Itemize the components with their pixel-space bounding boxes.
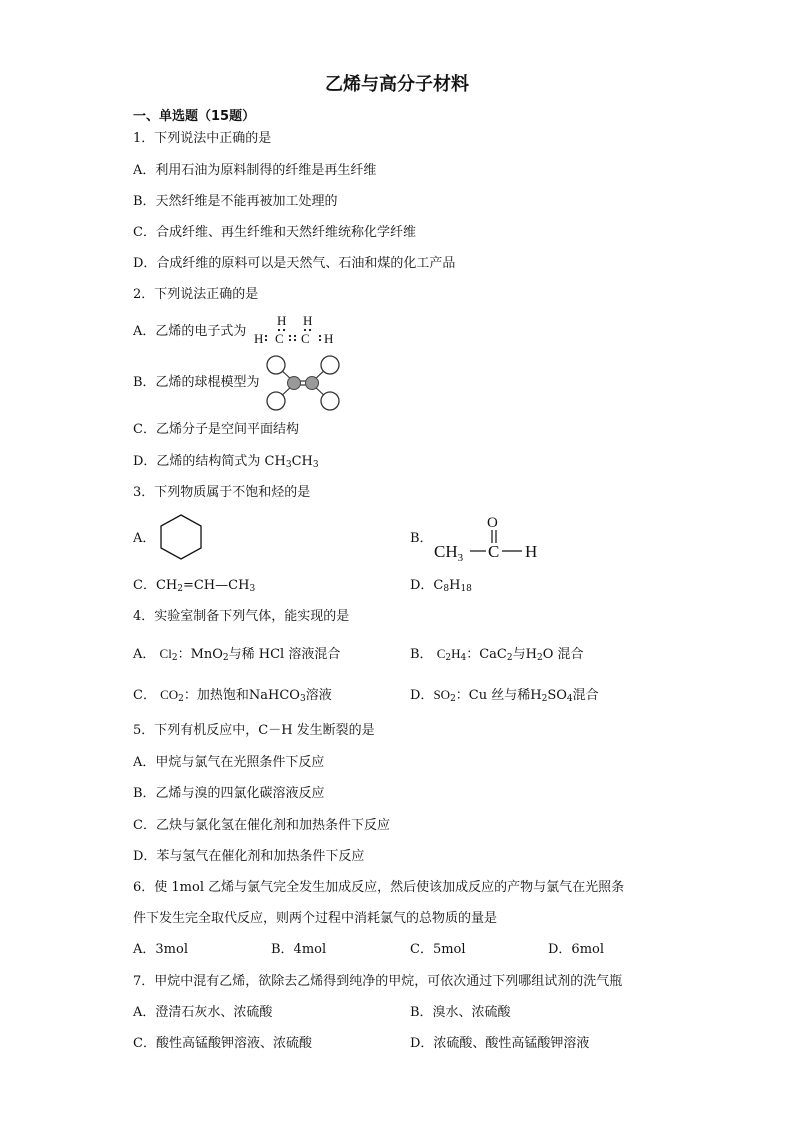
q2-option-a: A．乙烯的电子式为 bbox=[133, 324, 247, 339]
formula-h-left: H bbox=[254, 331, 264, 346]
q6-stem-line1: 6．使 1mol 乙烯与氯气完全发生加成反应，然后使该加成反应的产物与氯气在光照条 bbox=[133, 880, 625, 895]
formula-c-2: C bbox=[301, 331, 310, 346]
q5-option-c: C．乙炔与氯化氢在催化剂和加热条件下反应 bbox=[133, 818, 390, 833]
q2-option-b: B．乙烯的球棍模型为 bbox=[133, 375, 260, 390]
q4-option-b: B． $C_2H_4$：CaC$_2$与$H_2O$ 混合 bbox=[410, 646, 584, 663]
q6-stem-line2: 件下发生完全取代反应，则两个过程中消耗氯气的总物质的量是 bbox=[133, 911, 498, 926]
q3-option-c: C．$CH_2=CH—CH_3$ bbox=[133, 578, 256, 594]
q2-option-c: C．乙烯分子是空间平面结构 bbox=[133, 422, 299, 437]
q4-option-d: D．$SO_2$：Cu 丝与稀$H_2SO_4$混合 bbox=[410, 687, 599, 704]
page-title: 乙烯与高分子材料 bbox=[325, 74, 469, 95]
q1-option-a: A．利用石油为原料制得的纤维是再生纤维 bbox=[133, 163, 377, 178]
q1-option-c: C．合成纤维、再生纤维和天然纤维统称化学纤维 bbox=[133, 225, 416, 240]
formula-h-top-2: H bbox=[303, 313, 313, 328]
hydrogen-atom-bottom-right bbox=[321, 392, 339, 410]
hydrogen-label: H bbox=[525, 542, 538, 561]
q3-option-b: B． bbox=[410, 531, 433, 546]
q2-option-d: D．乙烯的结构简式为 $CH_3CH_3$ bbox=[133, 454, 319, 470]
carbon-atom-right bbox=[306, 377, 319, 390]
q3-option-a: A． bbox=[133, 531, 156, 546]
ethylene-ball-stick-model bbox=[266, 355, 342, 411]
carbon-atom-left bbox=[288, 377, 301, 390]
ch3-label: $CH_3$ bbox=[434, 542, 464, 564]
q7-option-c: C．酸性高锰酸钾溶液、浓硫酸 bbox=[133, 1036, 312, 1051]
formula-h-right: H bbox=[324, 331, 334, 346]
acetaldehyde-structure bbox=[430, 512, 550, 564]
q5-option-b: B．乙烯与溴的四氯化碳溶液反应 bbox=[133, 786, 325, 801]
q1-stem: 1．下列说法中正确的是 bbox=[133, 131, 272, 146]
q7-option-b: B．溴水、浓硫酸 bbox=[410, 1005, 511, 1020]
ethylene-electron-formula bbox=[254, 312, 340, 348]
q1-option-b: B．天然纤维是不能再被加工处理的 bbox=[133, 194, 338, 209]
section-heading: 一、单选题（15题） bbox=[133, 109, 256, 124]
hydrogen-atom-top-left bbox=[267, 356, 285, 374]
q5-stem: 5．下列有机反应中，C－H 发生断裂的是 bbox=[133, 723, 375, 738]
q4-option-a: A． $Cl_2$：MnO$_2$与稀 HCl 溶液混合 bbox=[133, 646, 341, 663]
q6-option-a: A．3mol bbox=[133, 942, 188, 957]
q6-option-c: C．5mol bbox=[410, 942, 466, 957]
formula-h-top-1: H bbox=[277, 313, 287, 328]
cyclohexane-structure bbox=[156, 512, 206, 562]
q7-option-d: D．浓硫酸、酸性高锰酸钾溶液 bbox=[410, 1036, 590, 1051]
q6-option-b: B．4mol bbox=[271, 942, 327, 957]
oxygen-label: O bbox=[487, 515, 498, 531]
q3-option-d: D．$C_8H_{18}$ bbox=[410, 578, 472, 594]
q3-stem: 3．下列物质属于不饱和烃的是 bbox=[133, 485, 311, 500]
q7-stem: 7．甲烷中混有乙烯，欲除去乙烯得到纯净的甲烷，可依次通过下列哪组试剂的洗气瓶 bbox=[133, 974, 623, 989]
formula-c-1: C bbox=[275, 331, 284, 346]
q4-stem: 4．实验室制备下列气体，能实现的是 bbox=[133, 609, 350, 624]
q2-stem: 2．下列说法正确的是 bbox=[133, 287, 259, 302]
q5-option-a: A．甲烷与氯气在光照条件下反应 bbox=[133, 755, 325, 770]
q6-option-d: D．6mol bbox=[548, 942, 605, 957]
q4-option-c: C． $CO_2$：加热饱和NaHCO$_3$溶液 bbox=[133, 687, 332, 704]
hydrogen-atom-top-right bbox=[321, 356, 339, 374]
q1-option-d: D．合成纤维的原料可以是天然气、石油和煤的化工产品 bbox=[133, 256, 456, 271]
carbonyl-carbon-label: C bbox=[488, 542, 500, 561]
q7-option-a: A．澄清石灰水、浓硫酸 bbox=[133, 1005, 273, 1020]
q5-option-d: D．苯与氢气在催化剂和加热条件下反应 bbox=[133, 849, 365, 864]
hydrogen-atom-bottom-left bbox=[267, 392, 285, 410]
